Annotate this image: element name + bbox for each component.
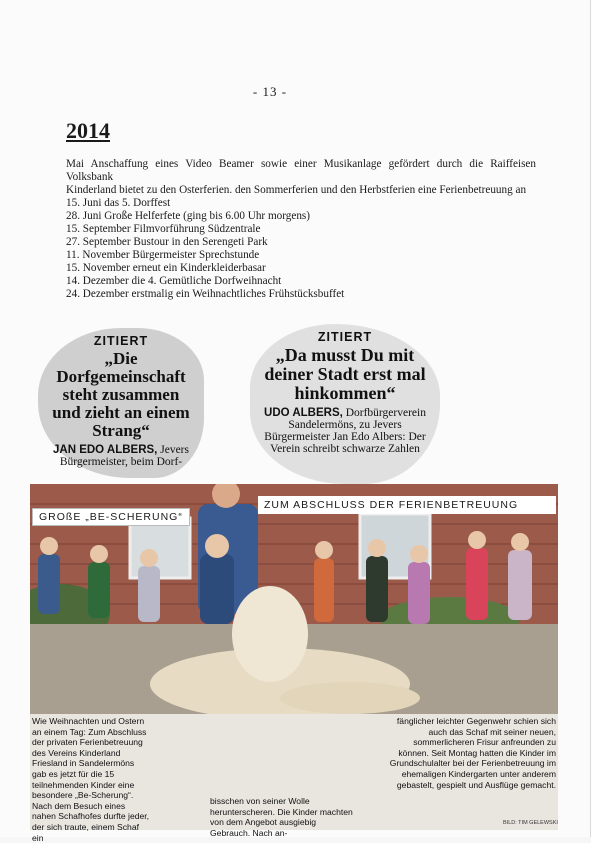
clipping-quote: „Die Dorfgemeinschaft steht zusammen und zieht an einem Strang“ (52, 349, 190, 440)
quote-clipping-left (38, 328, 204, 478)
quote-clipping-right (250, 324, 440, 484)
attribution-text: Dorfbürgerverein Sandelermöns, zu Jevers Bürgermeister Jan Edo Albers: Der Verein schreibt schwarze Zahlen (264, 407, 426, 455)
attribution-name: UDO ALBERS, (264, 407, 343, 419)
chronicle-entry: 11. November Bürgermeister Sprechstunde (66, 249, 260, 261)
chronicle-entry: 28. Juni Große Helferfete (ging bis 6.00 Uhr morgens) (66, 210, 310, 222)
intro-line: Kinderland bietet zu den Osterferien. den Sommerferien und den Herbstferien eine Ferienbetreuung an (66, 184, 527, 196)
chronicle-entry: 27. September Bustour in den Serengeti Park (66, 236, 268, 248)
chronicle-entry: 14. Dezember die 4. Gemütliche Dorfweihnacht (66, 275, 282, 287)
chronicle-entry: 15. November erneut ein Kinderkleiderbasar (66, 262, 266, 274)
article-headline-right: ZUM ABSCHLUSS DER FERIENBETREUUNG (258, 496, 556, 514)
year-heading: 2014 (66, 118, 110, 143)
page-number: - 13 - (252, 84, 288, 99)
clipping-quote: „Da musst Du mit deiner Stadt erst mal hinkommen“ (264, 345, 426, 403)
article-column-2: bisschen von seiner Wolle herunterscheren. Die Kinder machten von dem Angebot ausgiebig Gebrauch. Nach an- (210, 796, 353, 838)
chronicle-entry: 15. Juni das 5. Dorffest (66, 197, 171, 209)
attribution-text: Jevers Bürgermeister, beim Dorf- (59, 444, 189, 468)
attribution-name: JAN EDO ALBERS, (53, 444, 158, 456)
photo-credit: BILD: TIM GELEWSKI (503, 820, 558, 826)
article-column-1: Wie Weihnachten und Ostern an einem Tag: Zum Abschluss der privaten Ferienbetreuung des Vereins Kinderland Friesland in Sandelermöns gab es jetzt für die 15 teilnehmenden Kinder eine besondere „Be-Scherung“. Nach dem Besuch eines nahen Schafhofes durfte jeder, der sich traute, einem Schaf ein (32, 716, 150, 843)
chronicle-entry: 24. Dezember erstmalig ein Weihnachtliches Frühstücksbuffet (66, 288, 345, 300)
chronicle-entry: 15. September Filmvorführung Südzentrale (66, 223, 261, 235)
clipping-label: ZITIERT (93, 334, 149, 348)
article-headline-left: GROßE „BE-SCHERUNG“ (32, 508, 190, 526)
intro-line: Mai Anschaffung eines Video Beamer sowie einer Musikanlage gefördert durch die Raiffeisen Volksbank (66, 158, 536, 183)
clipping-attribution (48, 444, 194, 468)
article-column-3: fänglicher leichter Gegenwehr schien sich auch das Schaf mit seiner neuen, sommerlicheren Frisur anfreunden zu können. Seit Montag hatten die Kinder im Grundschulalter bei der Ferienbetreuung im ehemaligen Kindergarten unter anderem gebastelt, gespielt und Ausflüge gemacht. (389, 716, 556, 790)
clipping-label: ZITIERT (317, 330, 373, 344)
chronicle-text (66, 158, 536, 301)
clipping-attribution (260, 407, 430, 455)
